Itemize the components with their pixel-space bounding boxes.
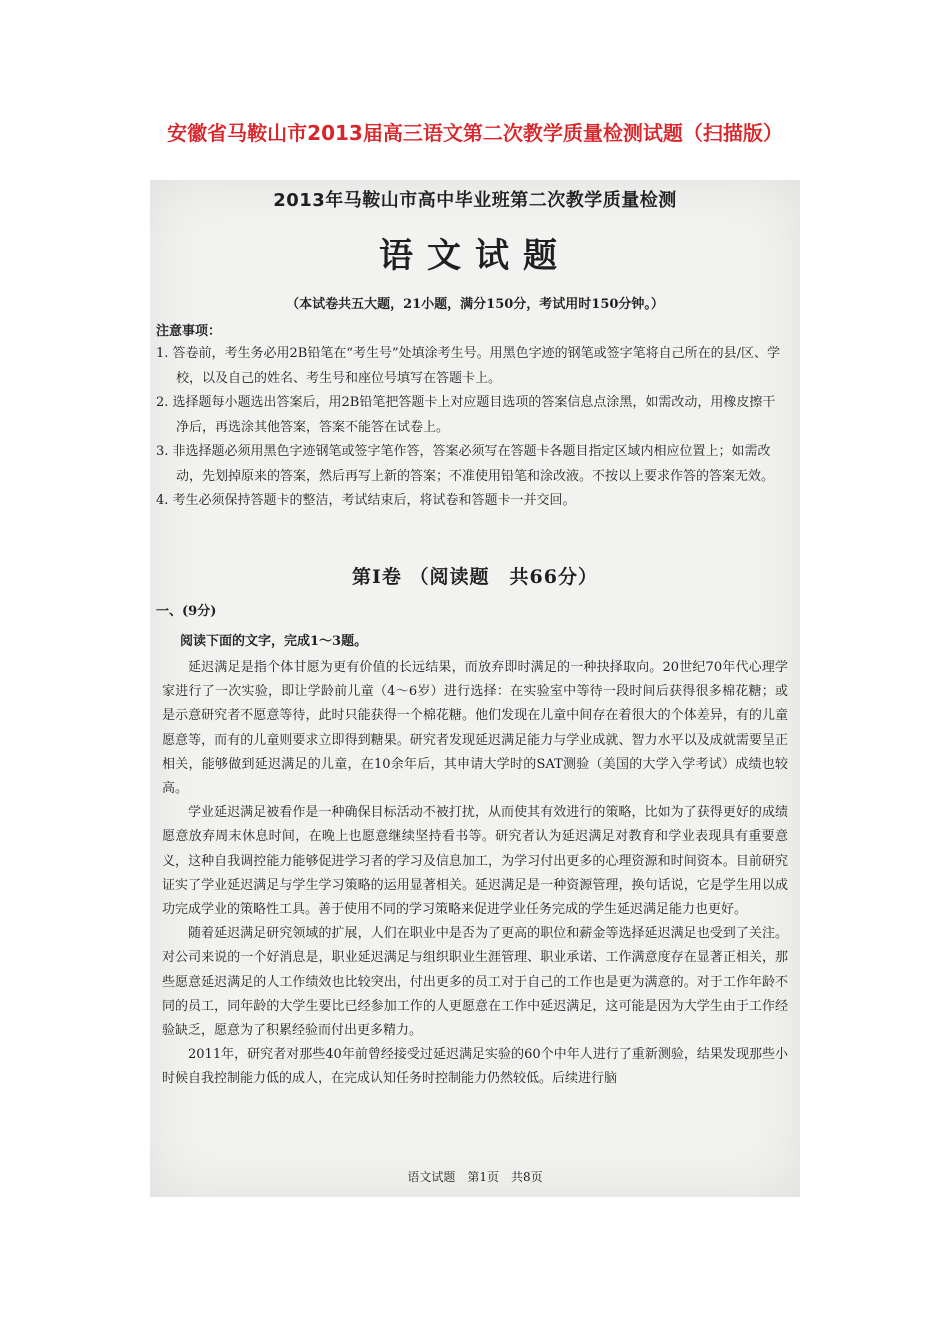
exam-info: （本试卷共五大题，21小题，满分150分，考试用时150分钟。） (286, 297, 664, 312)
notice-item: 4. 考生必须保持答题卡的整洁，考试结束后，将试卷和答题卡一并交回。 (156, 493, 576, 508)
notice-item: 1. 答卷前，考生务必用2B铅笔在“考生号”处填涂考生号。用黑色字迹的钢笔或签字笔将自己所在的县/区、学校，以及自己的姓名、考生号和座位号填写在答题卡上。 (156, 346, 781, 386)
passage-paragraph: 延迟满足是指个体甘愿为更有价值的长远结果，而放弃即时满足的一种抉择取向。20世纪70年代心理学家进行了一次实验，即让学龄前儿童（4～6岁）进行选择：在实验室中等待一段时间后获得很多棉花糖；或是示意研究者不愿意等待，此时只能获得一个棉花糖。他们发现在儿童中间存在着很大的个体差异，有的儿童愿意等，而有的儿童则要求立即得到糖果。研究者发现延迟满足能力与学业成就、智力水平以及成就需要呈正相关，能够做到延迟满足的儿童，在10余年后，其申请大学时的SAT测验（美国的大学入学考试）成绩也较高。 (162, 660, 788, 797)
exam-title: 2013年马鞍山市高中毕业班第二次教学质量检测 (273, 190, 677, 211)
document-title: 安徽省马鞍山市2013届高三语文第二次教学质量检测试题（扫描版） (167, 121, 783, 145)
notice-item: 3. 非选择题必须用黑色字迹钢笔或签字笔作答，答案必须写在答题卡各题目指定区域内相应位置上；如需改动，先划掉原来的答案，然后再写上新的答案；不准使用铅笔和涂改液。不按以上要求作答的答案无效。 (156, 444, 775, 484)
part-heading: 一、(9分) (156, 604, 217, 619)
subject-title: 语文试题 (379, 236, 571, 276)
page-footer: 语文试题 第1页 共8页 (407, 1170, 543, 1184)
scanned-exam-page (150, 180, 800, 1197)
reading-instruction: 阅读下面的文字，完成1～3题。 (180, 634, 368, 649)
passage-paragraph: 学业延迟满足被看作是一种确保目标活动不被打扰，从而使其有效进行的策略，比如为了获得更好的成绩愿意放弃周末休息时间，在晚上也愿意继续坚持看书等。研究者认为延迟满足对教育和学业表现具有重要意义，这种自我调控能力能够促进学习者的学习及信息加工，为学习付出更多的心理资源和时间资本。目前研究证实了学业延迟满足与学生学习策略的运用显著相关。延迟满足是一种资源管理，换句话说，它是学生用以成功完成学业的策略性工具。善于使用不同的学习策略来促进学业任务完成的学生延迟满足能力也更好。 (162, 805, 788, 918)
passage-paragraph: 随着延迟满足研究领域的扩展，人们在职业中是否为了更高的职位和薪金等选择延迟满足也受到了关注。对公司来说的一个好消息是，职业延迟满足与组织职业生涯管理、职业承诺、工作满意度存在显著正相关，那些愿意延迟满足的人工作绩效也比较突出，付出更多的员工对于自己的工作也是更为满意的。对于工作年龄不同的员工，同年龄的大学生要比已经参加工作的人更愿意在工作中延迟满足，这可能是因为大学生由于工作经验缺乏，愿意为了积累经验而付出更多精力。 (162, 926, 788, 1039)
section-heading: 第Ⅰ卷 （阅读题 共66分） (352, 566, 598, 588)
notice-list (156, 342, 788, 514)
passage-paragraph: 2011年，研究者对那些40年前曾经接受过延迟满足实验的60个中年人进行了重新测验，结果发现那些小时候自我控制能力低的成人，在完成认知任务时控制能力仍然较低。后续进行脑 (162, 1047, 788, 1087)
notice-item: 2. 选择题每小题选出答案后，用2B铅笔把答题卡上对应题目选项的答案信息点涂黑，如需改动，用橡皮擦干净后，再选涂其他答案，答案不能答在试卷上。 (156, 395, 776, 435)
notice-heading: 注意事项： (156, 324, 222, 339)
reading-passage (162, 656, 788, 1092)
